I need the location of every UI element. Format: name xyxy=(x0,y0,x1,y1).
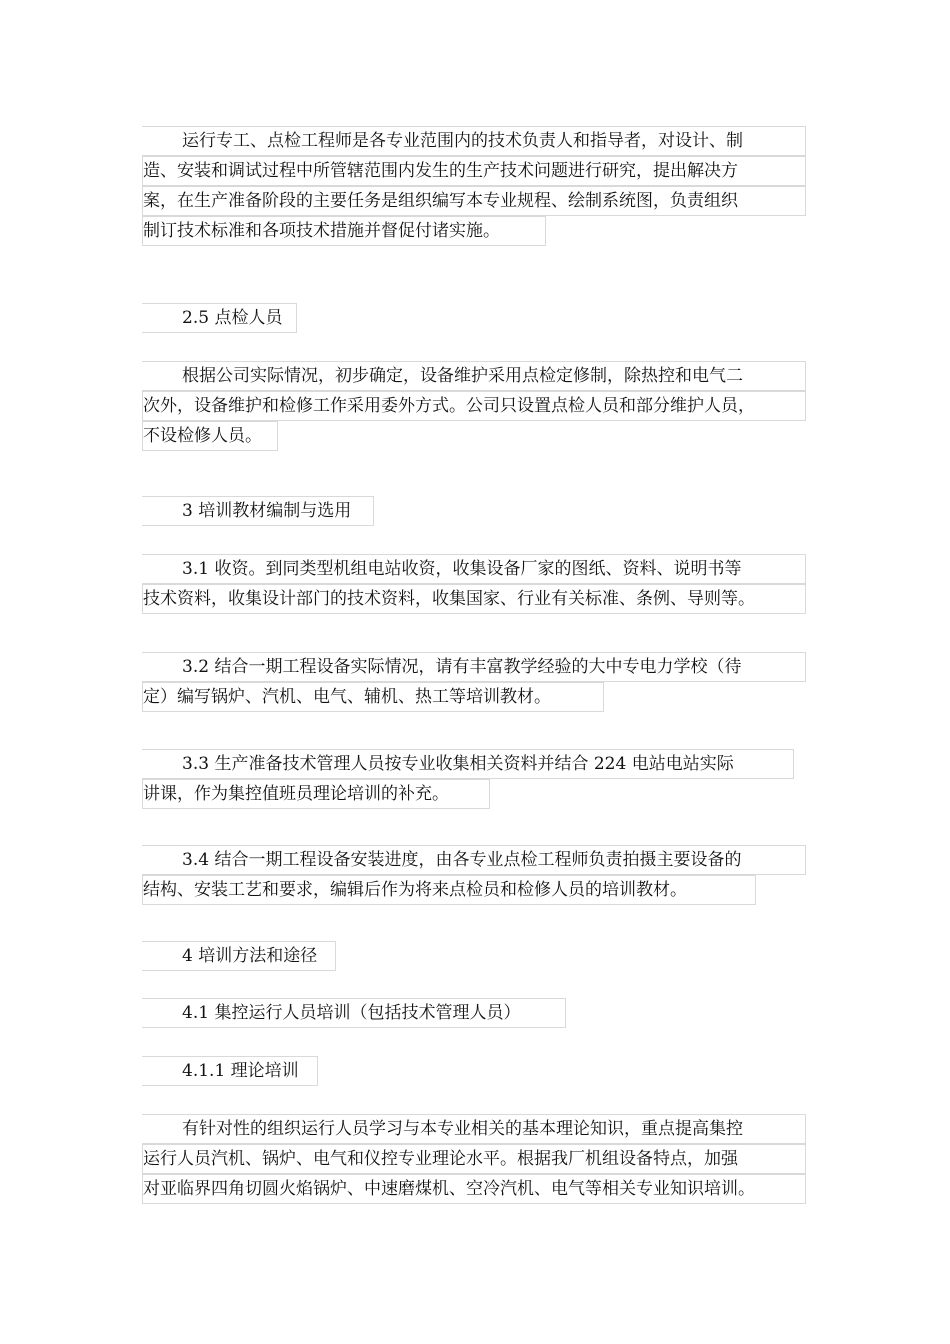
text-line: 3.4 结合一期工程设备安装进度，由各专业点检工程师负责拍摄主要设备的 xyxy=(142,845,806,875)
text-line: 定）编写锅炉、汽机、电气、辅机、热工等培训教材。 xyxy=(142,682,604,712)
text-line: 3.3 生产准备技术管理人员按专业收集相关资料并结合 224 电站电站实际 xyxy=(142,749,794,779)
text-line: 制订技术标准和各项技术措施并督促付诸实施。 xyxy=(142,216,546,246)
text-line: 根据公司实际情况，初步确定，设备维护采用点检定修制，除热控和电气二 xyxy=(142,361,806,391)
section-heading: 3 培训教材编制与选用 xyxy=(142,496,374,526)
text-line: 运行专工、点检工程师是各专业范围内的技术负责人和指导者，对设计、制 xyxy=(142,126,806,156)
text-line: 3.2 结合一期工程设备实际情况，请有丰富教学经验的大中专电力学校（待 xyxy=(142,652,806,682)
section-heading: 4.1.1 理论培训 xyxy=(142,1056,318,1086)
section-heading: 4 培训方法和途径 xyxy=(142,941,336,971)
text-line: 运行人员汽机、锅炉、电气和仪控专业理论水平。根据我厂机组设备特点，加强 xyxy=(142,1144,806,1174)
text-line: 对亚临界四角切圆火焰锅炉、中速磨煤机、空冷汽机、电气等相关专业知识培训。 xyxy=(142,1174,806,1204)
text-line: 3.1 收资。到同类型机组电站收资，收集设备厂家的图纸、资料、说明书等 xyxy=(142,554,806,584)
text-line: 造、安装和调试过程中所管辖范围内发生的生产技术问题进行研究，提出解决方 xyxy=(142,156,806,186)
text-line: 次外，设备维护和检修工作采用委外方式。公司只设置点检人员和部分维护人员， xyxy=(142,391,806,421)
text-line: 案，在生产准备阶段的主要任务是组织编写本专业规程、绘制系统图，负责组织 xyxy=(142,186,806,216)
text-line: 结构、安装工艺和要求，编辑后作为将来点检员和检修人员的培训教材。 xyxy=(142,875,756,905)
section-heading: 2.5 点检人员 xyxy=(142,303,297,333)
text-line: 有针对性的组织运行人员学习与本专业相关的基本理论知识，重点提高集控 xyxy=(142,1114,806,1144)
section-heading: 4.1 集控运行人员培训（包括技术管理人员） xyxy=(142,998,566,1028)
text-line: 不设检修人员。 xyxy=(142,421,278,451)
text-line: 技术资料，收集设计部门的技术资料，收集国家、行业有关标准、条例、导则等。 xyxy=(142,584,806,614)
text-line: 讲课，作为集控值班员理论培训的补充。 xyxy=(142,779,490,809)
